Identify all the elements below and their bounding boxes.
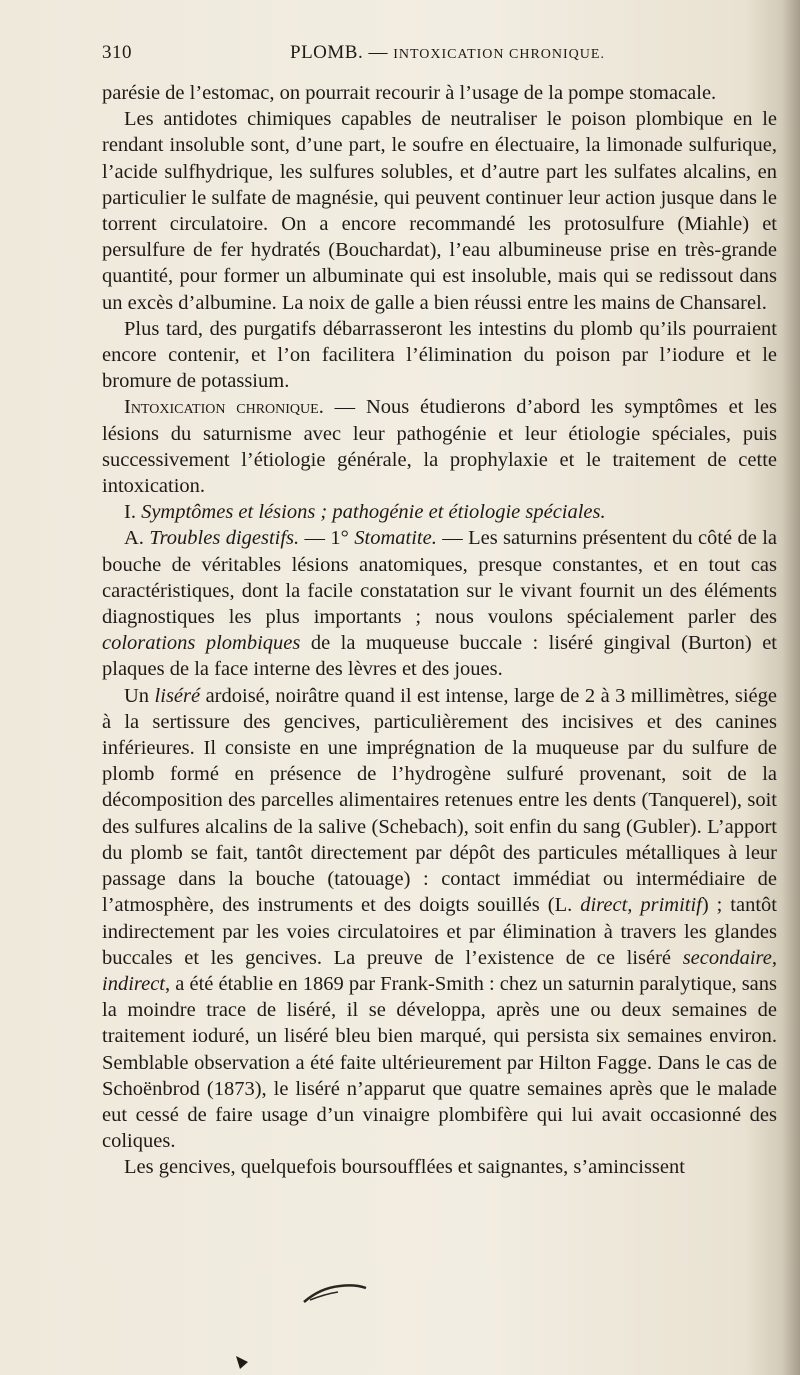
subsection-number: I. [124,501,142,524]
emphasis: colorations plombiques [102,632,301,655]
subsection-title: Symptômes et lésions ; pathogénie et étiologie spéciales. [141,501,606,524]
paragraph-gencives: Les gencives, quelquefois boursoufflées et saignantes, s’amincissent [124,1156,685,1179]
subsection-heading [102,499,777,525]
paragraph-text: Un [124,684,155,707]
paragraph-text: ) ; tantôt indirectement par les voies circulatoires et par élimination à travers les glandes buccales et les gencives. La preuve de l’existence de ce liséré [102,894,777,969]
paragraph-text: ardoisé, noirâtre quand il est intense, large de 2 à 3 millimètres, siége à la sertissure des gencives, particulièrement des incisives et des canines inférieures. Il consiste en une imprégnation de la muqueuse par du sulfure de plomb formé en présence de l’hydrogène sulfuré provenant, soit de la décomposition des parcelles alimentaires retenues entre les dents (Tanquerel), soit des sulfures alcalins de la salive (Schebach), soit enfin du sang (Gubler). L’apport du plomb se fait, tantôt directement par dépôt des particules métalliques à leur passage dans la bouche (tatouage) : contact immédiat ou intermédiaire de l’atmosphère, des instruments et des doigts souillés (L. [102,684,778,917]
running-title-main: PLOMB. [290,42,364,63]
paragraph-antidotes: Les antidotes chimiques capables de neutraliser le poison plombique en le rendant insoluble sont, d’une part, le soufre en électuaire, la limonade sulfurique, l’acide sulfhydrique, les sulfures solubles, et d’autre part les sulfates alcalins, en particulier le sulfate de magnésie, qui peuvent continuer leur action jusque dans le torrent circulatoire. On a encore recommandé les protosulfure (Miahle) et persulfure de fer hydratés (Bouchardat), l’eau albumineuse prise en très-grande quantité, pour former un albuminate qui est insoluble, mais qui se redissout dans un excès d’albumine. La noix de galle a bien réussi entre les mains de Chansarel. [102,108,777,314]
paragraph-stomatite [102,525,777,682]
paragraph-purgatifs: Plus tard, des purgatifs débarrasseront les intestins du plomb qu’ils pourraient encore contenir, et l’on facilitera l’élimination du poison par l’iodure et le bromure de potassium. [102,317,777,393]
running-title-dash: — [368,42,388,63]
running-title [290,42,605,64]
paragraph-lisere [102,683,777,1155]
ink-blot [232,1352,252,1372]
item-subtitle: Stomatite. [354,527,437,550]
item-title: Troubles digestifs. [149,527,300,550]
paragraph-1: parésie de l’estomac, on pourrait recourir à l’usage de la pompe stomacale. [102,82,717,104]
paragraph-text: — Les saturnins présentent du côté de la bouche de véritables lésions anatomiques, presque constantes, et en tout cas caractéristiques, dont la facile constatation sur le vivant fournit un des éléments diagnostiques les plus importants ; nous voulons spécialement parler des [102,527,777,629]
page-edge-shadow [782,0,800,1375]
paragraph-text: de la muqueuse buccale : liséré gingival (Burton) et plaques de la face interne des lèvres et des joues. [102,632,777,681]
emphasis: direct, primitif [580,894,702,917]
paragraph-text: — Nous étudierons d’abord les symptômes et les lésions du saturnisme avec leur pathogénie et leur étiologie spéciales, puis successivement l’étiologie générale, la prophylaxie et le traitement de cette intoxication. [102,396,777,498]
item-letter: A. [124,527,150,550]
section-heading: Intoxication chronique. [124,396,324,419]
body-text [102,80,777,1181]
emphasis: liséré [154,684,201,707]
paragraph-text: , a été établie en 1869 par Frank-Smith : chez un saturnin paralytique, sans la moindre trace de liséré, il se développa, après une ou deux semaines de traitement ioduré, un liséré bleu bien marqué, qui persista six semaines environ. Semblable observation a été faite ultérieurement par Hilton Fagge. Dans le cas de Schoënbrod (1873), le liséré n’apparut que quatre semaines après que le malade eut cessé de faire usage d’un vinaigre plombifère qui lui avait occasionné des coliques. [102,972,777,1153]
page-number: 310 [102,42,132,63]
paragraph-intoxication-chronique [102,394,777,499]
emphasis: secondaire, indirect [102,946,777,995]
ink-smudge [300,1278,370,1308]
running-title-sub: INTOXICATION CHRONIQUE. [393,47,605,62]
separator: — 1° [299,527,355,550]
